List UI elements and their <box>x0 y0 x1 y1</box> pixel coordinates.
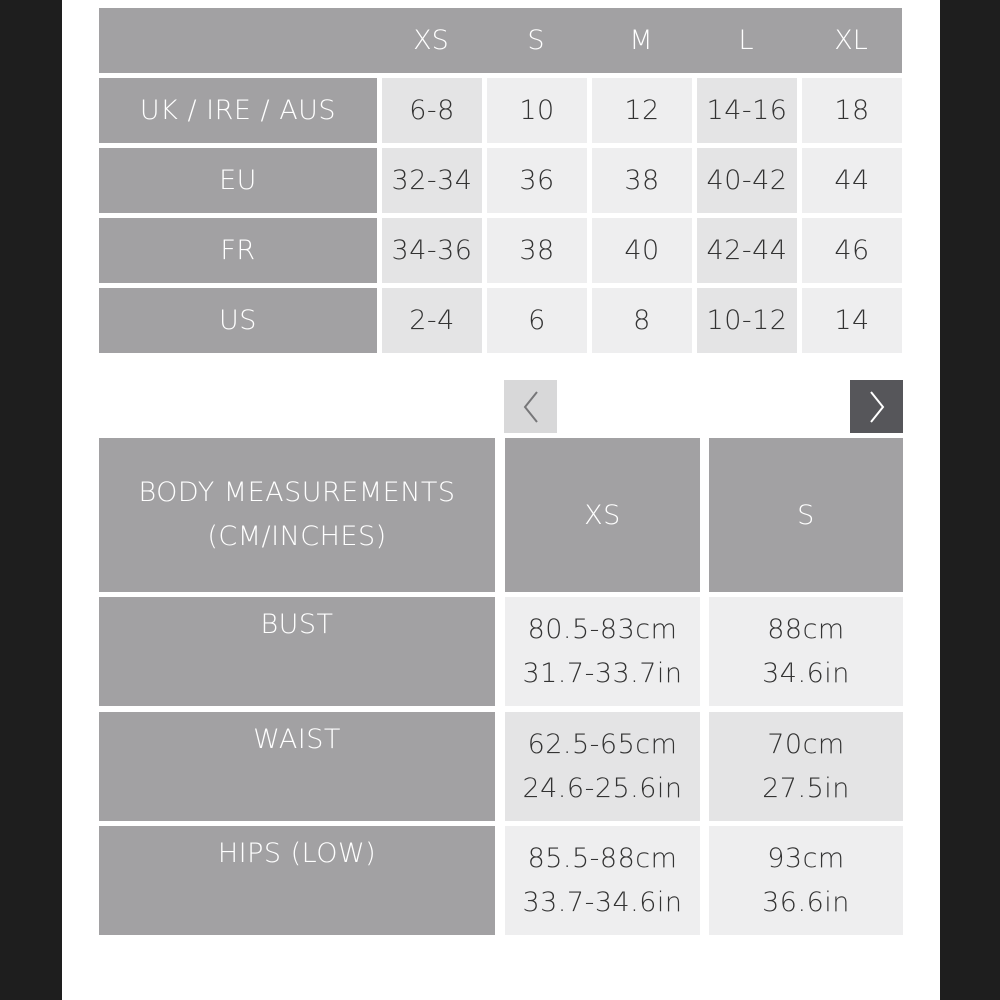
measurements-title <box>99 438 495 592</box>
table-cell: 10-12 <box>697 288 797 353</box>
inch-value: 36.6in <box>762 886 850 918</box>
row-label-hips-low: HIPS (LOW) <box>99 826 495 935</box>
cm-value: 62.5-65cm <box>527 728 678 760</box>
table-cell: 34-36 <box>382 218 482 283</box>
next-size-button[interactable] <box>850 380 903 433</box>
size-header-l: L <box>738 25 754 56</box>
inch-value: 27.5in <box>762 772 850 804</box>
table-cell: 2-4 <box>382 288 482 353</box>
size-header-m: M <box>629 25 653 56</box>
table-cell: 40-42 <box>697 148 797 213</box>
table-cell: 10 <box>487 78 587 143</box>
table-cell: 14-16 <box>697 78 797 143</box>
measurements-title-line1: BODY MEASUREMENTS <box>138 477 456 508</box>
table-cell: 8 <box>592 288 692 353</box>
cm-value: 80.5-83cm <box>527 613 678 645</box>
table-cell: 18 <box>802 78 902 143</box>
table-cell: 42-44 <box>697 218 797 283</box>
row-label-bust: BUST <box>99 597 495 706</box>
size-header-s: S <box>527 25 545 56</box>
row-label-waist: WAIST <box>99 712 495 821</box>
inch-value: 31.7-33.7in <box>522 657 683 689</box>
table-cell: 14 <box>802 288 902 353</box>
row-label-us: US <box>99 288 377 353</box>
size-header-xl: XL <box>834 25 868 56</box>
chevron-right-icon <box>866 389 888 425</box>
table-cell <box>709 597 903 706</box>
cm-value: 85.5-88cm <box>527 842 678 874</box>
previous-size-button[interactable] <box>504 380 557 433</box>
table-cell: 46 <box>802 218 902 283</box>
table-cell: 38 <box>592 148 692 213</box>
cm-value: 88cm <box>767 613 845 645</box>
table-cell: 6 <box>487 288 587 353</box>
chevron-left-icon <box>520 389 542 425</box>
inch-value: 33.7-34.6in <box>522 886 683 918</box>
measurements-header-s: S <box>709 438 903 592</box>
size-header-xs: XS <box>413 25 449 56</box>
cm-value: 70cm <box>767 728 845 760</box>
inch-value: 24.6-25.6in <box>522 772 683 804</box>
table-cell: 36 <box>487 148 587 213</box>
table-cell <box>505 712 700 821</box>
table-cell <box>505 597 700 706</box>
table-cell: 12 <box>592 78 692 143</box>
inch-value: 34.6in <box>762 657 850 689</box>
table-cell: 38 <box>487 218 587 283</box>
table-cell: 44 <box>802 148 902 213</box>
table-cell: 6-8 <box>382 78 482 143</box>
row-label-eu: EU <box>99 148 377 213</box>
table-cell <box>709 826 903 935</box>
table-cell: 32-34 <box>382 148 482 213</box>
table-cell: 40 <box>592 218 692 283</box>
measurements-header-xs: XS <box>505 438 700 592</box>
cm-value: 93cm <box>767 842 845 874</box>
row-label-uk-ire-aus: UK / IRE / AUS <box>99 78 377 143</box>
table-cell <box>709 712 903 821</box>
table-cell <box>505 826 700 935</box>
measurements-title-line2: (CM/INCHES) <box>207 521 387 552</box>
row-label-fr: FR <box>99 218 377 283</box>
